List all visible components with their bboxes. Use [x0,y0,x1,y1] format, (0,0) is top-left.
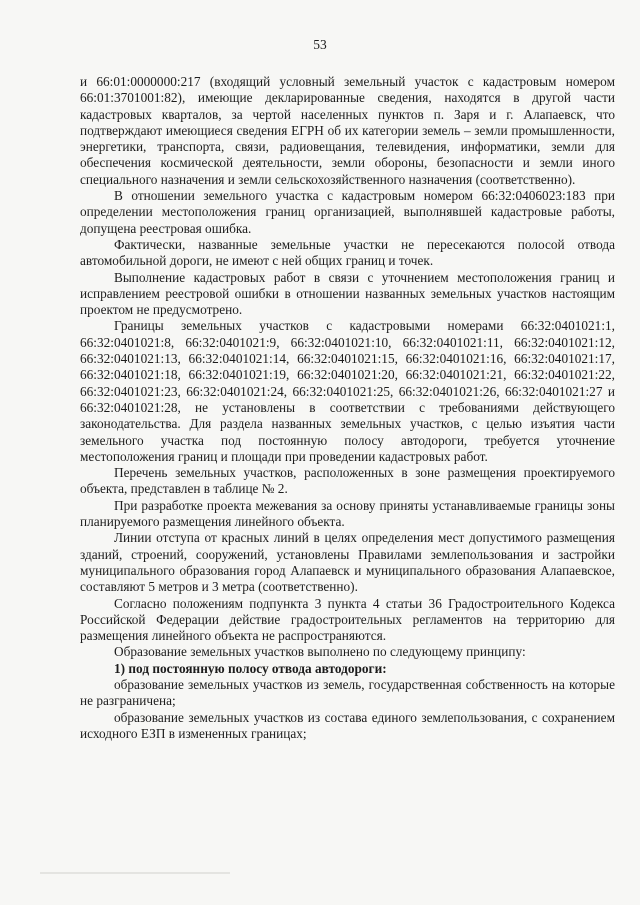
paragraph: При разработке проекта межевания за основу приняты устанавливаемые границы зоны планируемого размещения линейного объекта. [80,497,615,530]
page-number: 53 [313,37,327,52]
document-body [80,74,615,742]
paragraph: и 66:01:0000000:217 (входящий условный земельный участок с кадастровым номером 66:01:3701001:82), имеющие декларированные сведения, находятся в другой части кадастровых кварталов, за чертой населенных пунктов п. Заря и г. Алапаевск, что подтверждают имеющиеся сведения ЕГРН об их категории земель – земли промышленности, энергетики, транспорта, связи, радиовещания, телевидения, информатики, земли для обеспечения космической деятельности, земли обороны, безопасности и земли иного специального назначения и земли сельскохозяйственного назначения (соответственно). [80,74,615,187]
paragraph: Линии отступа от красных линий в целях определения мест допустимого размещения зданий, строений, сооружений, установлены Правилами землепользования и застройки муниципального образования город Алапаевск и муниципального образования Алапаевское, составляют 5 метров и 3 метра (соответственно). [80,530,615,595]
paragraph: образование земельных участков из земель, государственная собственность на которые не разграничена; [80,676,615,709]
paragraph: Перечень земельных участков, расположенных в зоне размещения проектируемого объекта, представлен в таблице № 2. [80,465,615,497]
scan-artifact [40,872,230,874]
paragraph: В отношении земельного участка с кадастровым номером 66:32:0406023:183 при определении местоположения границ организацией, выполнявшей кадастровые работы, допущена реестровая ошибка. [80,188,615,236]
paragraph: Границы земельных участков с кадастровыми номерами 66:32:0401021:1, 66:32:0401021:8, 66:32:0401021:9, 66:32:0401021:10, 66:32:0401021:11, 66:32:0401021:12, 66:32:0401021:13, 66:32:0401021:14, 66:32:0401021:15, 66:32:0401021:16, 66:32:0401021:17, 66:32:0401021:18, 66:32:0401021:19, 66:32:0401021:20, 66:32:0401021:21, 66:32:0401021:22, 66:32:0401021:23, 66:32:0401021:24, 66:32:0401021:25, 66:32:0401021:26, 66:32:0401021:27 и 66:32:0401021:28, не установлены в соответствии с требованиями действующего законодательства. Для раздела названных земельных участков, с целью изъятия части земельного участка под постоянную полосу автодороги, требуется уточнение местоположения границ и площади при проведении кадастровых работ. [80,318,615,464]
paragraph: Выполнение кадастровых работ в связи с уточнением местоположения границ и исправлением реестровой ошибки в отношении названных земельных участков настоящим проектом не предусмотрено. [80,269,615,318]
paragraph: Фактически, названные земельные участки не пересекаются полосой отвода автомобильной дороги, не имеют с ней общих границ и точек. [80,236,615,269]
paragraph: Образование земельных участков выполнено по следующему принципу: [114,644,526,660]
paragraph: образование земельных участков из состава единого землепользования, с сохранением исходного ЕЗП в измененных границах; [80,709,615,741]
subheading: 1) под постоянную полосу отвода автодороги: [114,660,387,676]
paragraph: Согласно положениям подпункта 3 пункта 4 статьи 36 Градостроительного Кодекса Российской Федерации действие градостроительных регламентов на территорию для размещения линейного объекта не распространяются. [80,595,615,644]
